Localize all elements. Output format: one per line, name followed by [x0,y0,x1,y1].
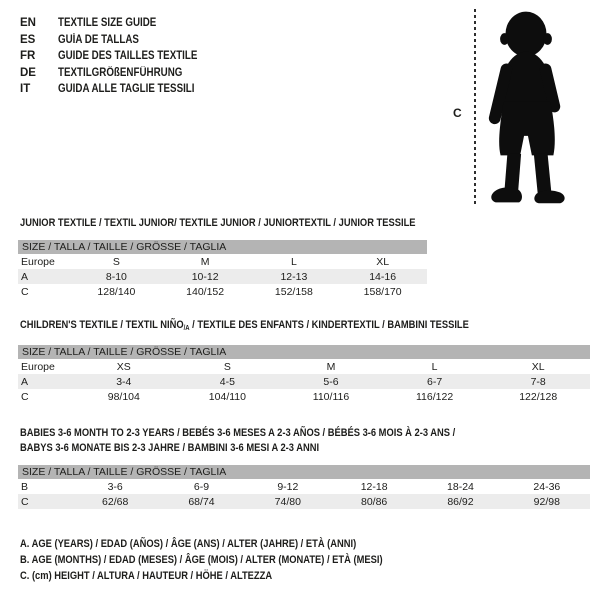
table-cell: 104/110 [208,390,246,403]
size-header-row [18,240,427,254]
lang-code: FR [20,50,36,62]
legend-text-b: B. AGE (MONTHS) / EDAD (MESES) / ÂGE (MOIS) / ALTER (MONATE) / ETÀ (MESI) [20,554,383,567]
size-header-row [18,465,590,479]
children-title-pre: CHILDREN'S TEXTILE / TEXTIL NIÑO [20,319,184,331]
row-label: C [18,494,72,509]
table-cell: 18-24 [447,480,474,493]
table-cell: 86/92 [417,494,503,509]
row-label: A [18,269,72,284]
table-row [18,494,590,509]
lang-code: IT [20,83,31,95]
table-cell: 74/80 [245,494,331,509]
height-marker-label: C [453,106,462,120]
table-cell: 8-10 [72,269,161,284]
table-row [18,359,590,374]
table-cell: XS [116,360,131,373]
babies-section-title-line1 [20,427,532,439]
lang-title: TEXTILGRÖßENFÜHRUNG [58,66,183,79]
table-cell: 68/74 [158,494,244,509]
lang-code: EN [20,17,36,29]
row-label: B [21,480,29,493]
table-cell: 24-36 [533,480,561,493]
junior-section-title [20,217,485,229]
lang-title: GUIDA ALLE TAGLIE TESSILI [58,83,195,95]
height-dashed-line [474,9,476,206]
legend-block [20,536,447,585]
children-title-sub: /A [183,325,190,332]
toddler-silhouette-image [482,7,570,206]
table-cell: 9-12 [277,480,299,493]
table-cell: L [290,255,297,268]
table-cell: 6-7 [383,374,487,389]
table-cell: M [326,360,336,373]
row-label: A [18,374,72,389]
lang-row-en [20,15,222,32]
babies-size-table [18,465,590,509]
table-cell: 3-6 [107,480,123,493]
lang-row-es [20,32,222,49]
legend-line-b [20,552,447,568]
table-row [18,479,590,494]
row-label: C [21,285,29,298]
table-cell: S [223,360,231,373]
lang-row-it [20,81,222,98]
children-size-table [18,345,590,404]
lang-title: GUIDE DES TAILLES TEXTILE [58,50,198,62]
table-cell: 12-13 [250,269,339,284]
babies-section-title-line2 [20,442,372,454]
children-title-text [20,319,469,335]
table-cell: 3-4 [72,374,176,389]
table-row [18,254,427,269]
table-cell: 110/116 [312,390,350,403]
lang-title: GUÍA DE TALLAS [58,33,139,46]
legend-line-a [20,536,447,552]
table-cell: 14-16 [338,269,427,284]
table-cell: S [112,255,120,268]
legend-text-a: A. AGE (YEARS) / EDAD (AÑOS) / ÂGE (ANS) / ALTER (JAHRE) / ETÀ (ANNI) [20,538,357,550]
table-cell: 122/128 [519,390,558,403]
table-cell: 5-6 [279,374,383,389]
row-label: Europe [21,360,55,373]
babies-title-text-2: BABYS 3-6 MONATE BIS 2-3 JAHRE / BAMBINI 3-6 MESI A 2-3 ANNI [20,442,320,454]
table-cell: 152/158 [274,285,313,298]
table-cell: 12-18 [360,480,388,493]
size-header-bar: SIZE / TALLA / TAILLE / GRÖSSE / TAGLIA [18,345,590,359]
row-label: Europe [21,255,55,268]
table-cell: 6-9 [193,480,210,493]
table-cell: 98/104 [107,390,140,403]
babies-title-text-1: BABIES 3-6 MONTH TO 2-3 YEARS / BEBÉS 3-6 MESES A 2-3 AÑOS / BÉBÉS 3-6 MOIS À 2-3 ANS / [20,427,456,439]
table-cell: XL [376,255,390,268]
table-row [18,389,590,404]
size-header-row [18,345,590,359]
lang-code: DE [20,66,36,79]
table-cell: L [431,360,438,373]
table-cell: 80/86 [331,494,417,509]
table-cell: 10-12 [161,269,250,284]
language-title-block [20,15,222,98]
size-header-bar: SIZE / TALLA / TAILLE / GRÖSSE / TAGLIA [18,240,427,254]
lang-code: ES [20,33,36,46]
table-cell: 4-5 [176,374,280,389]
table-cell: XL [531,360,545,373]
table-cell: 7-8 [486,374,590,389]
children-section-title [20,319,548,335]
legend-text-c: C. (cm) HEIGHT / ALTURA / HAUTEUR / HÖHE / ALTEZZA [20,570,273,583]
table-cell: 128/140 [97,285,136,298]
legend-line-c [20,568,447,584]
table-cell: 116/122 [415,390,454,403]
children-title-post: / TEXTILE DES ENFANTS / KINDERTEXTIL / BAMBINI TESSILE [189,319,469,331]
size-header-bar: SIZE / TALLA / TAILLE / GRÖSSE / TAGLIA [18,465,590,479]
row-label: C [21,390,29,403]
junior-title-text: JUNIOR TEXTILE / TEXTIL JUNIOR/ TEXTILE JUNIOR / JUNIORTEXTIL / JUNIOR TESSILE [20,217,416,229]
table-cell: 62/68 [72,494,158,509]
table-cell: 92/98 [504,494,590,509]
table-cell: 158/170 [363,285,402,298]
table-row [18,269,427,284]
lang-row-fr [20,48,222,65]
table-row [18,284,427,299]
table-row [18,374,590,389]
lang-title: TEXTILE SIZE GUIDE [58,17,157,29]
lang-row-de [20,65,222,82]
junior-size-table [18,240,427,299]
table-cell: M [200,255,210,268]
table-cell: 140/152 [186,285,225,298]
